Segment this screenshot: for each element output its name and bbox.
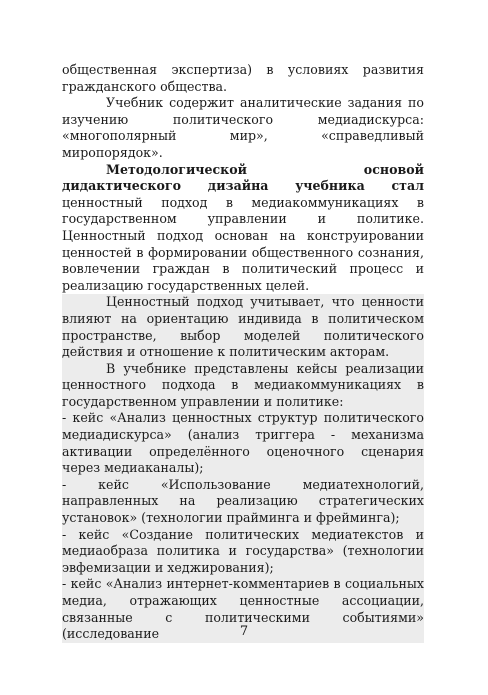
list-item-case-4: - кейс «Анализ интернет-комментариев в социальных медиа, отражающих ценностные ассоциации, связанные с политическими событиями» (исследование	[62, 576, 424, 642]
paragraph-intro: общественная экспертиза) в условиях развития гражданского общества.	[62, 62, 424, 94]
paragraph-cases-intro: В учебнике представлены кейсы реализации ценностного подхода в медиакоммуникациях в государственном управлении и политике:	[62, 360, 424, 409]
methodology-text: ценностный подход в медиакоммуникациях в государственном управлении и политике. Ценностный подход основан на конструировании ценностей в формировании общественного сознания, вовлечении граждан в политический процесс и реализацию государственных целей.	[62, 194, 424, 293]
paragraph-methodology	[62, 162, 424, 295]
methodology-bold-text: Методологической основой дидактического дизайна учебника стал	[62, 161, 424, 194]
paragraph-value-approach: Ценностный подход учитывает, что ценности влияют на ориентацию индивида в политическом пространстве, выбор моделей политического действия и отношение к политическим акторам.	[62, 294, 424, 360]
page-body	[62, 62, 424, 643]
list-item-case-3: - кейс «Создание политических медиатекстов и медиаобраза политика и государства» (технологии эвфемизации и хеджирования);	[62, 526, 424, 575]
page-number: 7	[239, 624, 249, 639]
list-item-case-2: - кейс «Использование медиатехнологий, направленных на реализацию стратегических установок» (технологии прайминга и фрейминга);	[62, 476, 424, 526]
paragraph-textbook-tasks: Учебник содержит аналитические задания по изучению политического медиадискурса: «многополярный мир», «справедливый миропорядок».	[62, 95, 424, 160]
list-item-case-1: - кейс «Анализ ценностных структур политического медиадискурса» (анализ триггера - механизма активации определённого оценочного сценария через медиаканалы);	[62, 410, 424, 476]
